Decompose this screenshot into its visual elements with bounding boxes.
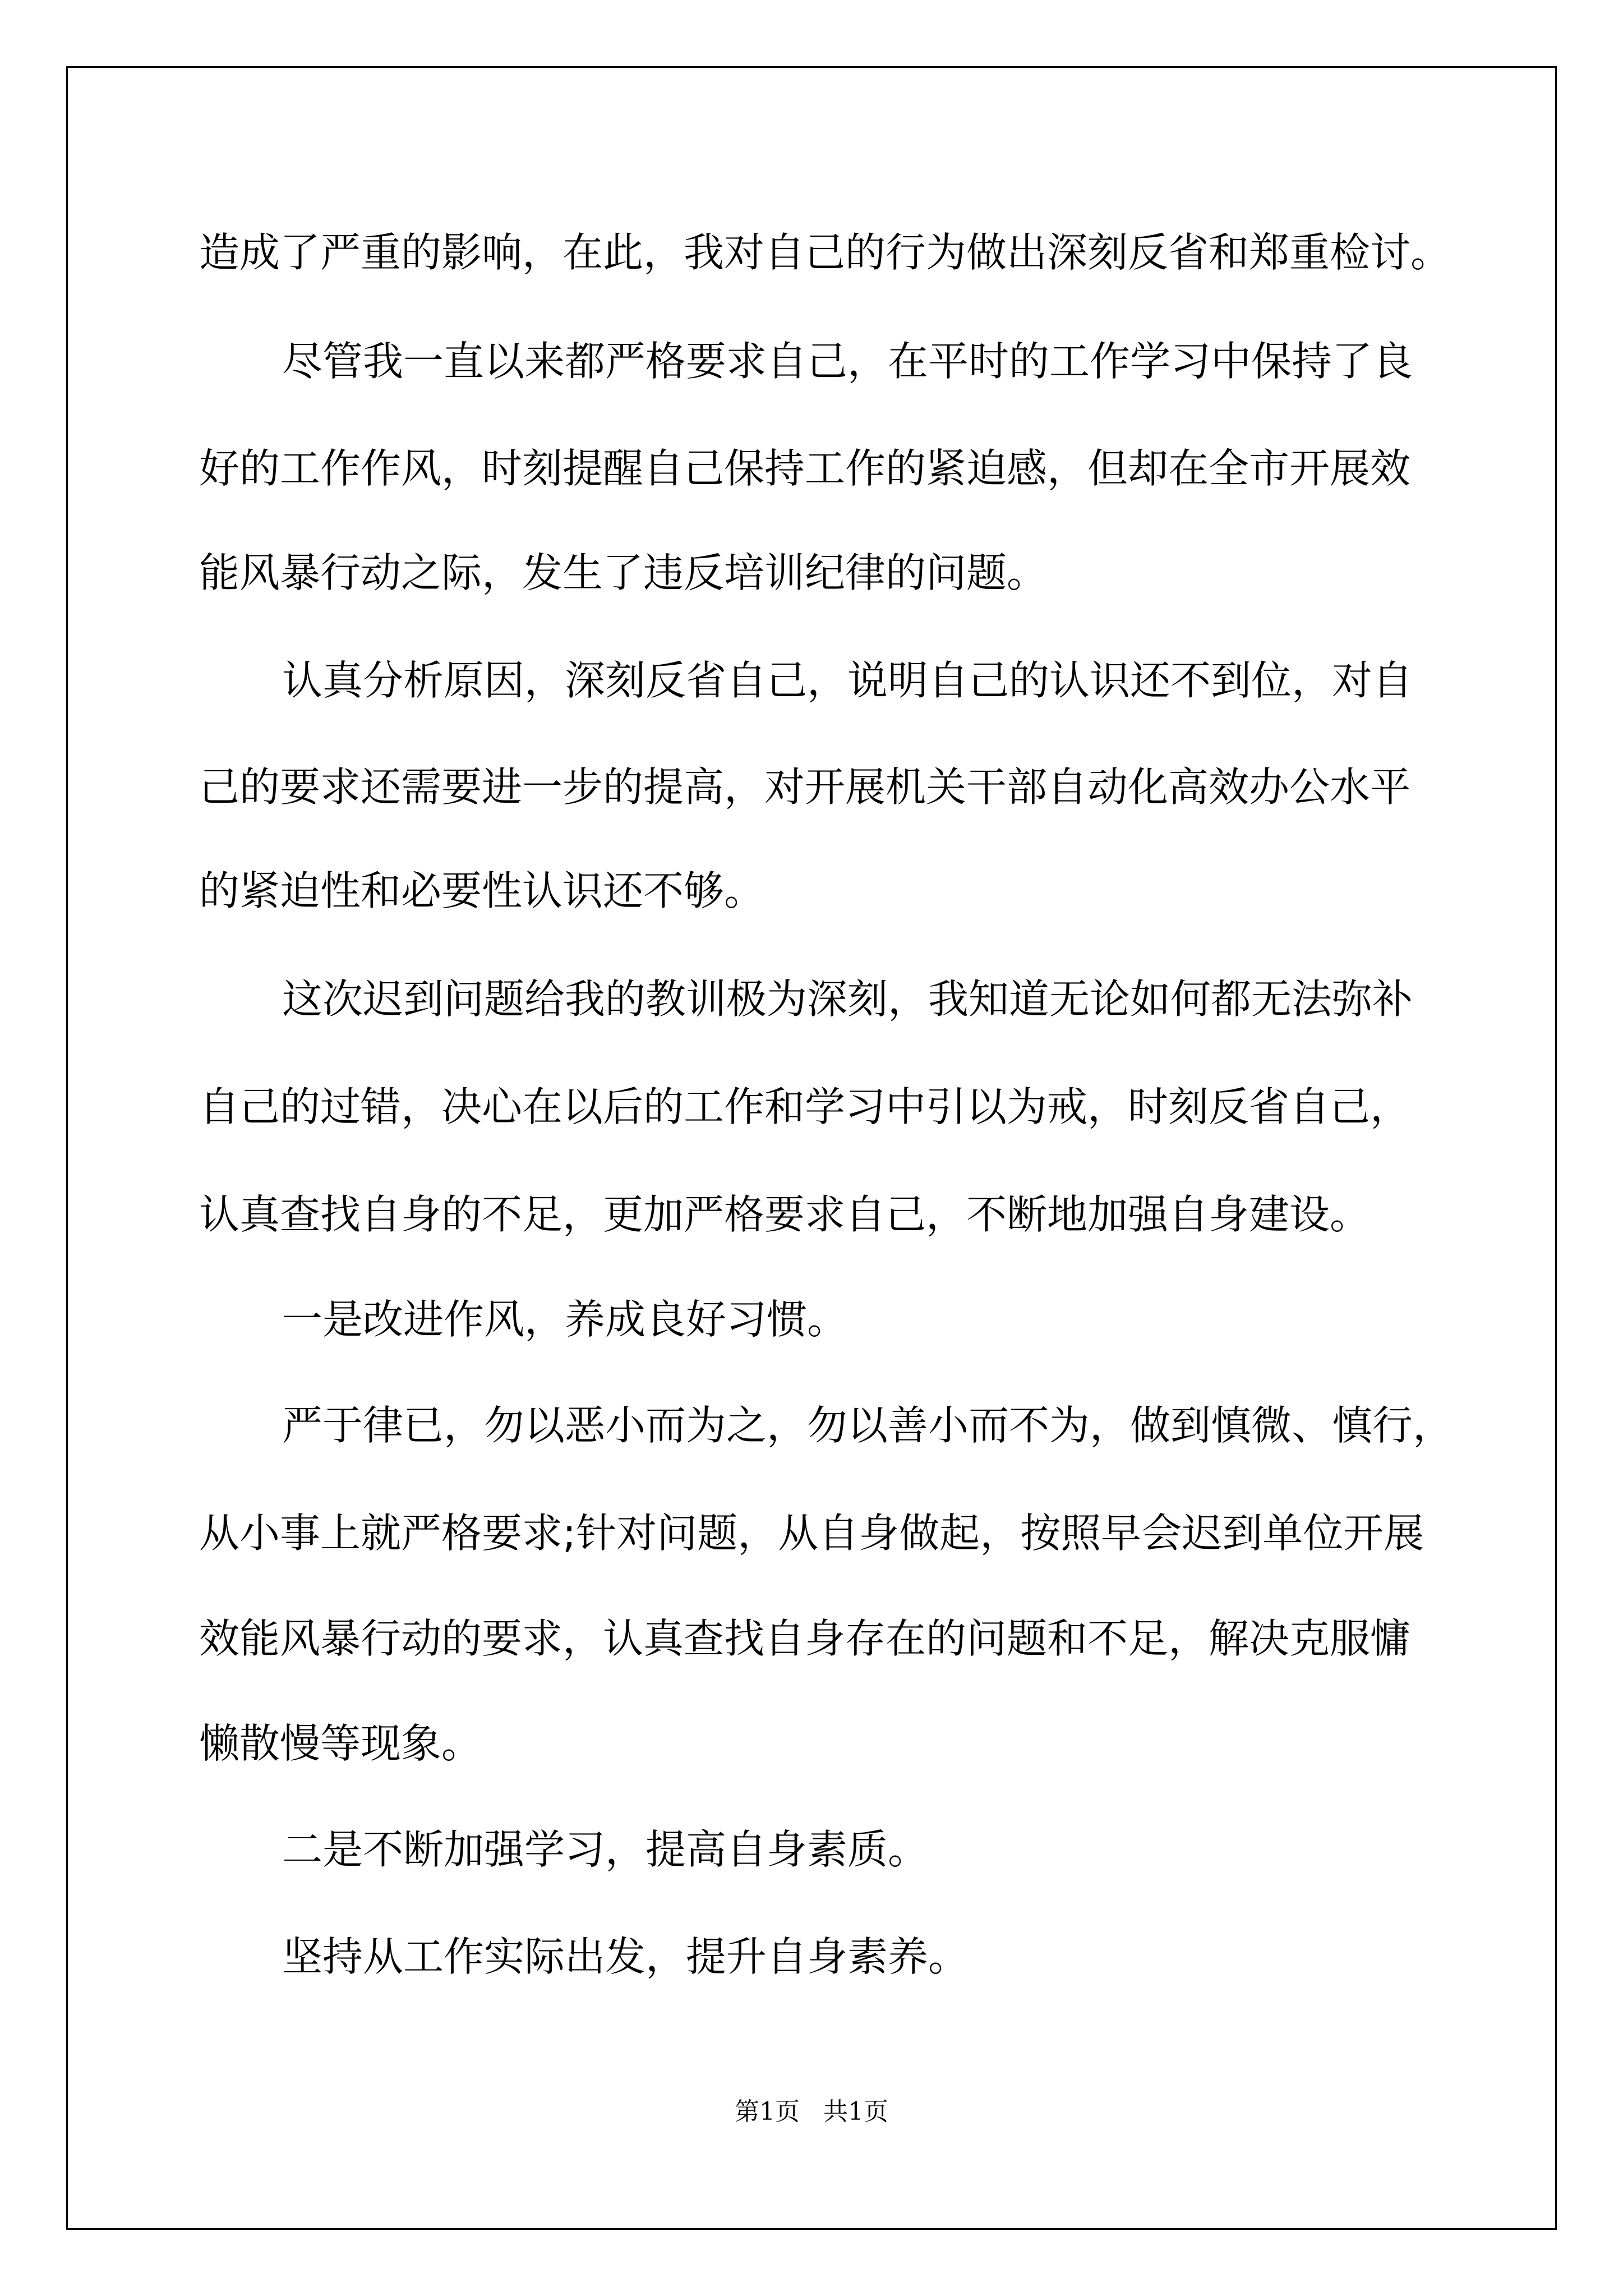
paragraph-first-line: 认真分析原因，深刻反省自己，说明自己的认识还不到位，对自 — [282, 657, 1413, 704]
paragraph-first-line: 二是不断加强学习，提高自身素质。 — [282, 1826, 929, 1873]
paragraph-first-line: 坚持从工作实际出发，提升自身素养。 — [282, 1933, 969, 1980]
paragraph-first-line: 一是改进作风，养成良好习惯。 — [282, 1296, 848, 1343]
text-line: 自己的过错，决心在以后的工作和学习中引以为戒，时刻反省自己， — [199, 1083, 1411, 1130]
text-line: 己的要求还需要进一步的提高，对开展机关干部自动化高效办公水平 — [199, 763, 1411, 811]
paragraph-first-line: 这次迟到问题给我的教训极为深刻，我知道无论如何都无法弥补 — [282, 976, 1413, 1023]
text-line: 懒散慢等现象。 — [199, 1720, 482, 1767]
text-line: 好的工作作风，时刻提醒自己保持工作的紧迫感，但却在全市开展效 — [199, 445, 1411, 492]
page-footer: 第1页 共1页 — [735, 2097, 888, 2126]
text-line: 效能风暴行动的要求，认真查找自身存在的问题和不足，解决克服慵 — [199, 1615, 1411, 1662]
text-line: 造成了严重的影响，在此，我对自己的行为做出深刻反省和郑重检讨。 — [199, 229, 1451, 276]
text-line: 从小事上就严格要求;针对问题，从自身做起，按照早会迟到单位开展 — [199, 1510, 1424, 1557]
paragraph-first-line: 尽管我一直以来都严格要求自己，在平时的工作学习中保持了良 — [282, 338, 1413, 385]
text-line: 的紧迫性和必要性认识还不够。 — [199, 867, 765, 914]
paragraph-first-line: 严于律已，勿以恶小而为之，勿以善小而不为，做到慎微、慎行， — [282, 1402, 1454, 1449]
text-line: 认真查找自身的不足，更加严格要求自己，不断地加强自身建设。 — [199, 1191, 1371, 1238]
text-line: 能风暴行动之际，发生了违反培训纪律的问题。 — [199, 549, 1048, 596]
